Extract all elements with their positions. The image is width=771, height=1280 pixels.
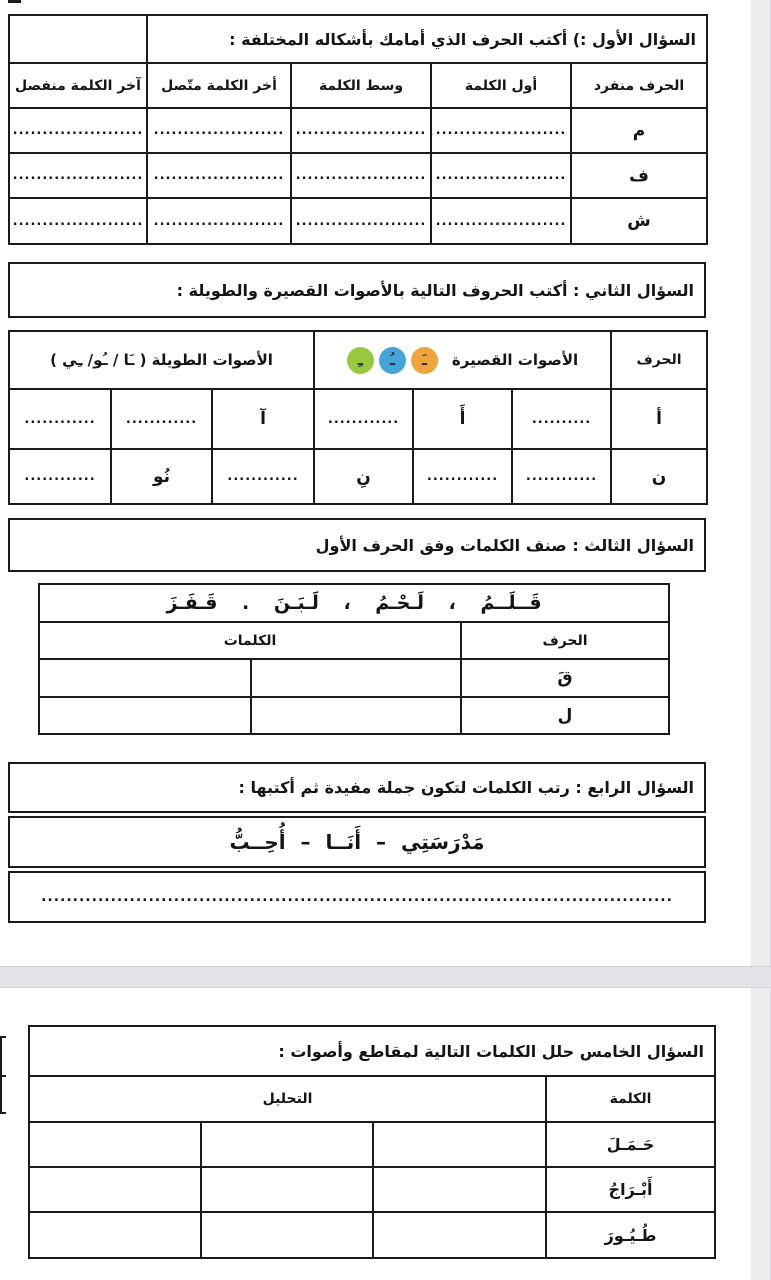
- answer-dots-cell: ............: [413, 449, 512, 504]
- answer-dots-cell: ......................: [147, 153, 291, 198]
- q3-title: السؤال الثالث : صنف الكلمات وفق الحرف الأول: [315, 535, 694, 555]
- page-break-separator: [0, 966, 771, 988]
- q5-row1-word: حَـمَـلَ: [546, 1122, 715, 1167]
- damma-icon: ـُ: [379, 347, 406, 374]
- answer-dots-cell: ......................: [291, 108, 431, 153]
- q5-table: [28, 1025, 716, 1259]
- q1-table: [8, 14, 708, 245]
- q4-answer-dots: ....................................................................................................: [41, 889, 673, 905]
- q5-row2-word: أَبْـرَاجُ: [546, 1167, 715, 1212]
- q2-header-long-vowels: الأصوات الطويلة ( ـَا / ـُو/ ـِي ): [9, 331, 314, 389]
- q3-title-box: [8, 518, 706, 572]
- clipped-border-fragment: [8, 0, 21, 3]
- answer-dots-cell: ............: [212, 449, 314, 504]
- answer-cell: [39, 697, 251, 734]
- answer-cell: [373, 1167, 546, 1212]
- q1-row2-letter: ف: [571, 153, 707, 198]
- answer-cell: [251, 659, 461, 697]
- q3-header-letter: الحرف: [461, 622, 669, 659]
- answer-dots-cell: ......................: [147, 108, 291, 153]
- answer-dots-cell: ......................: [291, 153, 431, 198]
- q3-words-line: قَــلَــمُ ، لَـحْـمُ ، لَـبَـنَ . قَـفَـزَ: [39, 584, 669, 622]
- q2-header-letter: الحرف: [611, 331, 707, 389]
- answer-dots-cell: ............: [9, 389, 111, 449]
- answer-dots-cell: ......................: [9, 153, 147, 198]
- vowel-circles-group: [347, 347, 438, 374]
- q5-row3-word: طُـيُـورَ: [546, 1212, 715, 1258]
- q4-words-box: [8, 816, 706, 868]
- clipped-table-fragment: [0, 1036, 6, 1114]
- answer-cell: [201, 1167, 373, 1212]
- q1-row1-letter: م: [571, 108, 707, 153]
- q2-row1-letter: أ: [611, 389, 707, 449]
- q1-header-word-start: أول الكلمة: [431, 63, 571, 108]
- answer-cell: [29, 1167, 201, 1212]
- answer-cell: [201, 1212, 373, 1258]
- answer-cell: [251, 697, 461, 734]
- q2-header-short-vowels: [314, 331, 611, 389]
- q2-row2-letter: ن: [611, 449, 707, 504]
- q2-short-header-content: [315, 347, 610, 374]
- answer-cell: [39, 659, 251, 697]
- q1-header-word-middle: وسط الكلمة: [291, 63, 431, 108]
- q4-title: السؤال الرابع : رتب الكلمات لتكون جملة مفيدة ثم أكتبها :: [238, 778, 694, 797]
- q3-header-words: الكلمات: [39, 622, 461, 659]
- answer-cell: [373, 1122, 546, 1167]
- q2-row2-example: نِ: [314, 449, 413, 504]
- viewer-background-strip: [751, 0, 771, 1280]
- answer-dots-cell: ..........: [512, 389, 611, 449]
- q1-header-word-end-separate: آخر الكلمة منفصل: [9, 63, 147, 108]
- q5-title: السؤال الخامس حلل الكلمات التالية لمقاطع وأصوات :: [29, 1026, 715, 1076]
- kasra-icon: ـِ: [347, 347, 374, 374]
- q2-row1-example: أَ: [413, 389, 512, 449]
- answer-dots-cell: ............: [111, 389, 212, 449]
- answer-dots-cell: ......................: [431, 198, 571, 244]
- q4-answer-box: [8, 871, 706, 923]
- q2-row1-example-long: آ: [212, 389, 314, 449]
- answer-cell: [29, 1122, 201, 1167]
- q1-empty-corner-cell: [9, 15, 147, 63]
- q4-title-box: [8, 762, 706, 813]
- answer-dots-cell: ............: [9, 449, 111, 504]
- answer-dots-cell: ......................: [147, 198, 291, 244]
- fatha-icon: ـَ: [411, 347, 438, 374]
- q3-table: [38, 583, 670, 735]
- answer-dots-cell: ......................: [431, 153, 571, 198]
- answer-cell: [201, 1122, 373, 1167]
- clipped-cell: [2, 1038, 6, 1077]
- q2-title: السؤال الثاني : أكتب الحروف التالية بالأصوات القصيرة والطويلة :: [176, 280, 694, 300]
- q1-row3-letter: ش: [571, 198, 707, 244]
- q1-title: السؤال الأول :) أكتب الحرف الذي أمامك بأشكاله المختلفة :: [147, 15, 707, 63]
- q1-header-isolated-letter: الحرف منفرد: [571, 63, 707, 108]
- answer-dots-cell: ......................: [291, 198, 431, 244]
- q2-row2-example-long: نُو: [111, 449, 212, 504]
- answer-dots-cell: ............: [512, 449, 611, 504]
- q2-title-box: [8, 262, 706, 318]
- answer-dots-cell: ......................: [9, 198, 147, 244]
- q1-header-word-end-joined: أخر الكلمة متّصل: [147, 63, 291, 108]
- q3-row2-letter: ل: [461, 697, 669, 734]
- q4-scrambled-words: مَدْرَسَتِي – أَنَــا – أُحِــبُّ: [229, 830, 485, 854]
- answer-dots-cell: ......................: [9, 108, 147, 153]
- q2-short-vowels-label: الأصوات القصيرة: [451, 351, 579, 369]
- answer-cell: [373, 1212, 546, 1258]
- answer-dots-cell: ............: [314, 389, 413, 449]
- answer-dots-cell: ......................: [431, 108, 571, 153]
- q2-table: [8, 330, 708, 505]
- q3-row1-letter: قَ: [461, 659, 669, 697]
- q5-header-word: الكلمة: [546, 1076, 715, 1122]
- answer-cell: [29, 1212, 201, 1258]
- q5-header-analysis: التحليل: [29, 1076, 546, 1122]
